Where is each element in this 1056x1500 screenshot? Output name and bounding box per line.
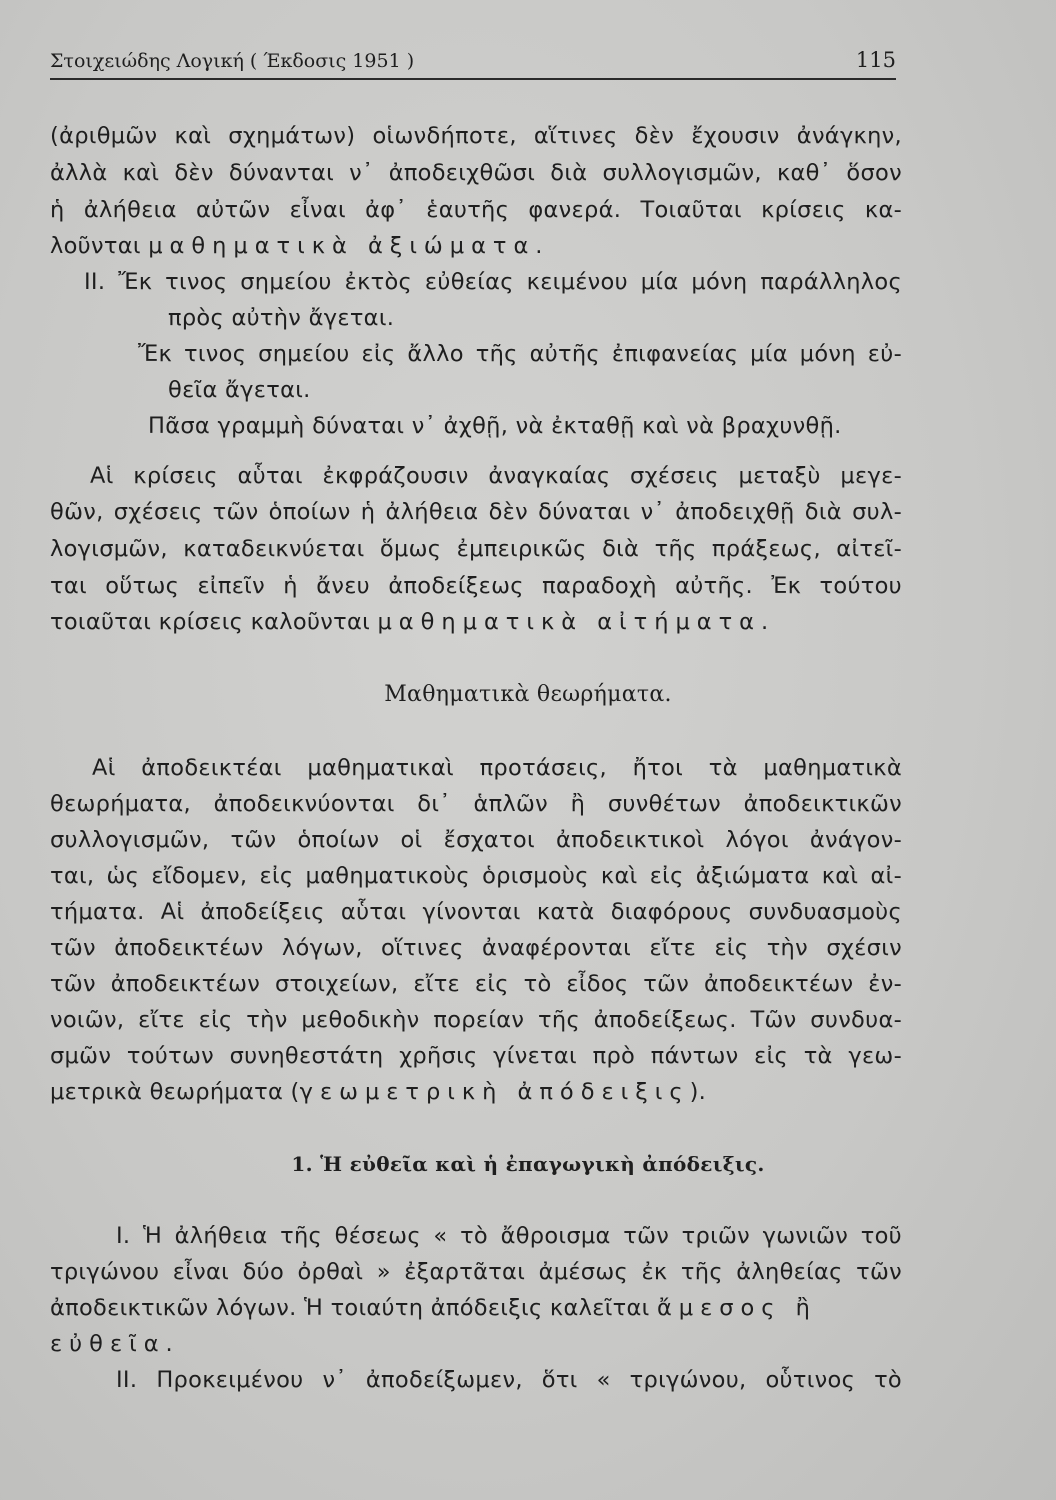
text-line: τῶν ἀποδεικτέων λόγων, οἵτινες ἀναφέρονται εἴτε εἰς τὴν σχέσιν bbox=[50, 935, 902, 961]
postulate-item: θεῖα ἄγεται. bbox=[168, 377, 311, 403]
text-line: τῶν ἀποδεικτέων στοιχείων, εἴτε εἰς τὸ εἶδος τῶν ἀποδεικτέων ἐν- bbox=[50, 971, 902, 997]
text-fragment: ). bbox=[689, 1079, 707, 1105]
text-line: ἀλλὰ καὶ δὲν δύνανται ν᾽ ἀποδειχθῶσι διὰ συλλογισμῶν, καθ᾽ ὅσον bbox=[50, 160, 902, 186]
text-fragment: ἀποδεικτικῶν λόγων. Ἡ τοιαύτη ἀπόδειξις καλεῖται bbox=[50, 1295, 657, 1321]
spaced-term: μαθηματικὰ ἀξιώματα. bbox=[148, 233, 550, 259]
text-line: Αἱ ἀποδεικτέαι μαθηματικαὶ προτάσεις, ἤτοι τὰ μαθηματικὰ bbox=[92, 755, 902, 781]
text-line: σμῶν τούτων συνηθεστάτη χρῆσις γίνεται πρὸ πάντων εἰς τὰ γεω- bbox=[50, 1043, 902, 1069]
text-fragment: τοιαῦται κρίσεις καλοῦνται bbox=[50, 609, 378, 635]
spaced-term: εὐθεῖα. bbox=[50, 1331, 180, 1357]
text-fragment: λοῦνται bbox=[50, 233, 149, 259]
theorems-term-line bbox=[50, 1074, 706, 1110]
text-line: τριγώνου εἶναι δύο ὀρθαὶ » ἐξαρτᾶται ἀμέσως ἐκ τῆς ἀληθείας τῶν bbox=[50, 1259, 902, 1285]
direct-proof-term-line bbox=[50, 1326, 180, 1362]
section-heading: Μαθηματικὰ θεωρήματα. bbox=[384, 682, 672, 707]
postulates-term-line bbox=[50, 604, 775, 640]
postulate-item: II. Ἔκ τινος σημείου ἐκτὸς εὐθείας κειμένου μία μόνη παράλληλος bbox=[84, 269, 902, 295]
postulate-item: Πᾶσα γραμμὴ δύναται ν᾽ ἀχθῇ, νὰ ἐκταθῇ καὶ νὰ βραχυνθῇ. bbox=[148, 413, 842, 439]
spaced-term: μαθηματικὰ αἰτήματα. bbox=[377, 609, 776, 635]
subsection-heading: 1. Ἡ εὐθεῖα καὶ ἡ ἐπαγωγικὴ ἀπόδειξις. bbox=[291, 1152, 765, 1176]
axioms-term-line bbox=[50, 228, 549, 264]
page-header bbox=[50, 44, 896, 80]
spaced-term: γεωμετρικὴ ἀπόδειξις bbox=[299, 1079, 690, 1105]
text-line: I. Ἡ ἀλήθεια τῆς θέσεως « τὸ ἄθροισμα τῶν τριῶν γωνιῶν τοῦ bbox=[116, 1223, 902, 1249]
spaced-term: ἄμεσος ἢ bbox=[656, 1295, 817, 1321]
text-line: θεωρήματα, ἀποδεικνύονται δι᾽ ἁπλῶν ἢ συνθέτων ἀποδεικτικῶν bbox=[50, 791, 902, 817]
text-line: Αἱ κρίσεις αὗται ἐκφράζουσιν ἀναγκαίας σχέσεις μεταξὺ μεγε- bbox=[90, 463, 902, 489]
text-line: νοιῶν, εἴτε εἰς τὴν μεθοδικὴν πορείαν τῆς ἀποδείξεως. Τῶν συνδυα- bbox=[50, 1007, 902, 1033]
text-line: ται οὕτως εἰπεῖν ἡ ἄνευ ἀποδείξεως παραδοχὴ αὐτῆς. Ἐκ τούτου bbox=[50, 573, 902, 599]
text-line: ται, ὡς εἴδομεν, εἰς μαθηματικοὺς ὁρισμοὺς καὶ εἰς ἀξιώματα καὶ αἰ- bbox=[50, 863, 902, 889]
running-title: Στοιχειώδης Λογική ( Έκδοσις 1951 ) bbox=[50, 50, 415, 72]
postulate-item: πρὸς αὐτὴν ἄγεται. bbox=[168, 305, 395, 331]
text-line: θῶν, σχέσεις τῶν ὁποίων ἡ ἀλήθεια δὲν δύναται ν᾽ ἀποδειχθῇ διὰ συλ- bbox=[50, 499, 902, 525]
text-line: ἡ ἀλήθεια αὐτῶν εἶναι ἀφ᾽ ἑαυτῆς φανερά. Τοιαῦται κρίσεις κα- bbox=[50, 197, 902, 223]
text-line: II. Προκειμένου ν᾽ ἀποδείξωμεν, ὅτι « τριγώνου, οὗτινος τὸ bbox=[116, 1367, 902, 1393]
postulate-item: Ἔκ τινος σημείου εἰς ἄλλο τῆς αὐτῆς ἐπιφανείας μία μόνη εὐ- bbox=[138, 341, 902, 367]
page-number: 115 bbox=[855, 48, 896, 72]
text-line: λογισμῶν, καταδεικνύεται ὅμως ἐμπειρικῶς διὰ τῆς πράξεως, αἰτεῖ- bbox=[50, 536, 902, 562]
text-fragment: μετρικὰ θεωρήματα ( bbox=[50, 1079, 300, 1105]
text-line: τήματα. Αἱ ἀποδείξεις αὗται γίνονται κατὰ διαφόρους συνδυασμοὺς bbox=[50, 899, 902, 925]
text-line: (ἀριθμῶν καὶ σχημάτων) οἱωνδήποτε, αἵτινες δὲν ἔχουσιν ἀνάγκην, bbox=[50, 123, 902, 149]
text-line: συλλογισμῶν, τῶν ὁποίων οἱ ἔσχατοι ἀποδεικτικοὶ λόγοι ἀνάγον- bbox=[50, 827, 902, 853]
direct-proof-term-line bbox=[50, 1290, 817, 1326]
